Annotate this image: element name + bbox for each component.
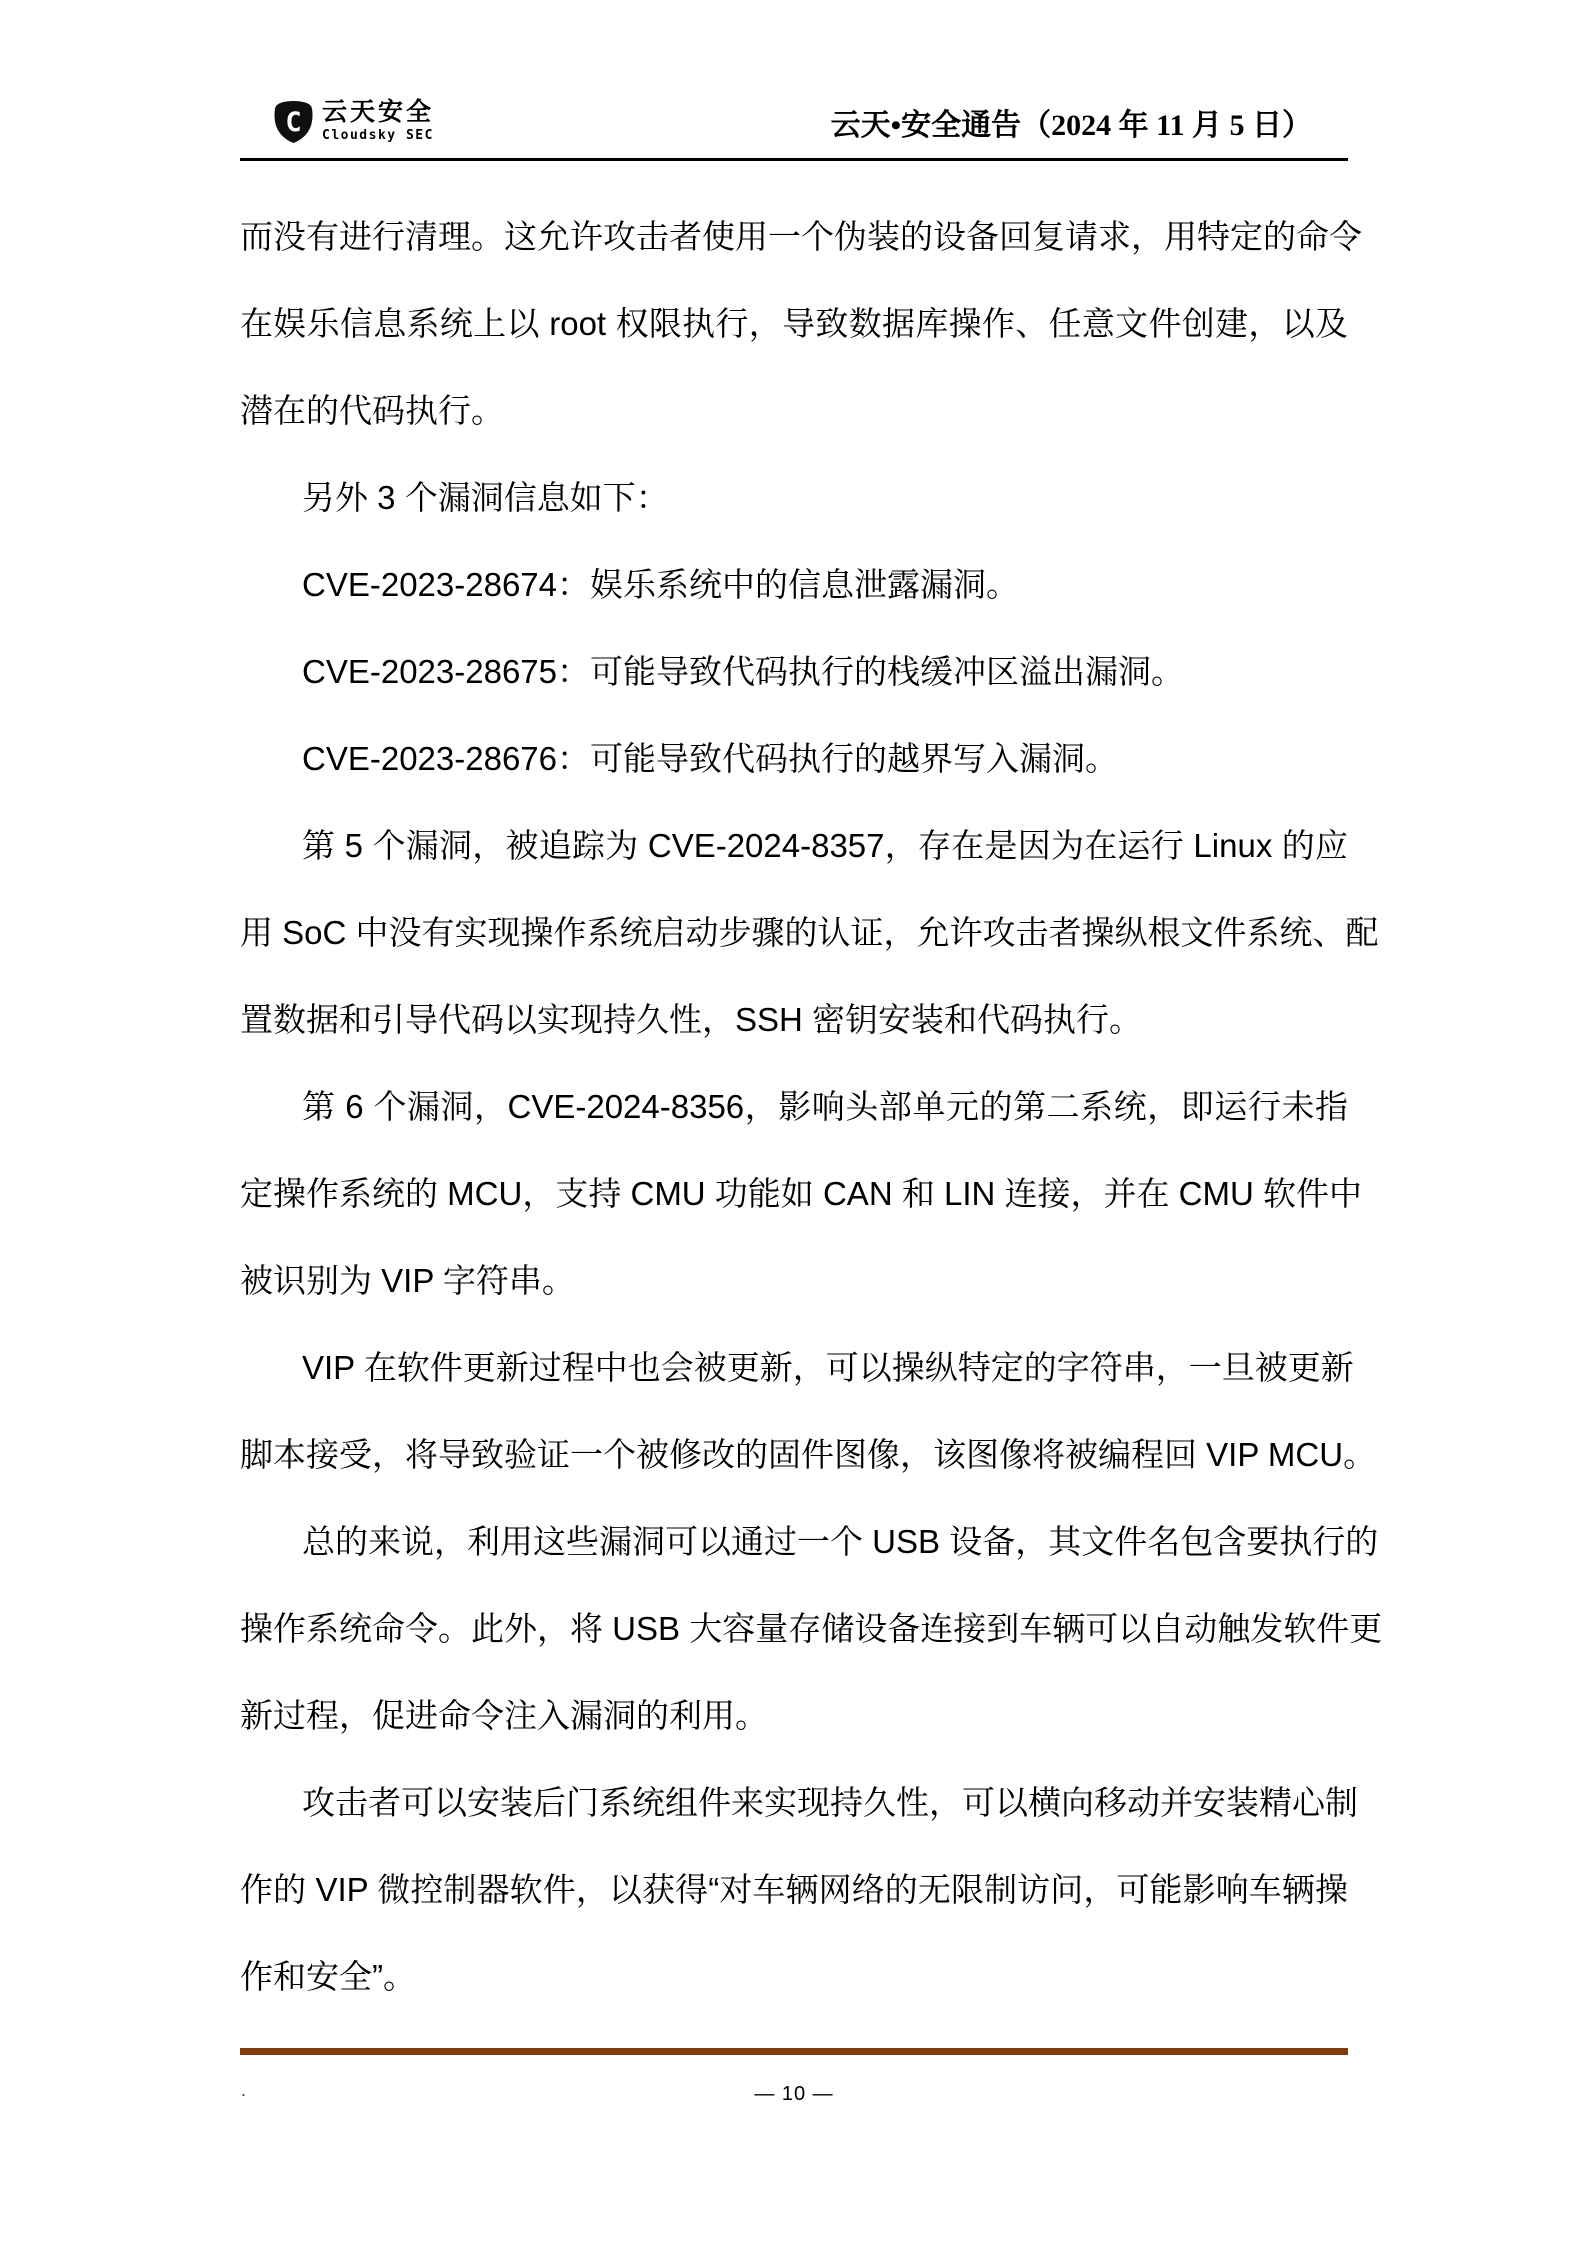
text-line: 新过程，促进命令注入漏洞的利用。 xyxy=(240,1697,768,1734)
text-line: 另外 3 个漏洞信息如下： xyxy=(302,479,669,516)
text-line: 潜在的代码执行。 xyxy=(240,392,504,429)
brand-text xyxy=(322,100,434,142)
bulletin-title: 云天•安全通告（2024 年 11 月 5 日） xyxy=(830,109,1312,142)
header-divider xyxy=(240,158,1348,161)
page-footer xyxy=(240,2048,1348,2109)
text-line: 被识别为 VIP 字符串。 xyxy=(240,1262,575,1299)
text-line: 定操作系统的 MCU，支持 CMU 功能如 CAN 和 LIN 连接，并在 CMU 软件中 xyxy=(240,1175,1362,1212)
text-line: 而没有进行清理。这允许攻击者使用一个伪装的设备回复请求，用特定的命令 xyxy=(240,218,1362,255)
document-body xyxy=(240,193,1383,2020)
footer-divider xyxy=(240,2048,1348,2055)
brand-logo xyxy=(273,100,434,144)
footer-left-mark: . xyxy=(241,2080,247,2100)
text-line: 在娱乐信息系统上以 root 权限执行，导致数据库操作、任意文件创建，以及 xyxy=(240,305,1348,342)
svg-text:C: C xyxy=(285,107,302,138)
footer-row xyxy=(240,2079,1348,2109)
text-line: 操作系统命令。此外，将 USB 大容量存储设备连接到车辆可以自动触发软件更 xyxy=(240,1610,1383,1647)
text-line: CVE-2023-28674：娱乐系统中的信息泄露漏洞。 xyxy=(302,566,1020,603)
text-line: VIP 在软件更新过程中也会被更新，可以操纵特定的字符串，一旦被更新 xyxy=(302,1349,1354,1386)
text-line: 总的来说，利用这些漏洞可以通过一个 USB 设备，其文件名包含要执行的 xyxy=(302,1523,1379,1560)
page-header xyxy=(240,100,1348,144)
text-line: 用 SoC 中没有实现操作系统启动步骤的认证，允许攻击者操纵根文件系统、配 xyxy=(240,914,1379,951)
text-line: 作的 VIP 微控制器软件，以获得“对车辆网络的无限制访问，可能影响车辆操 xyxy=(240,1871,1348,1908)
text-line: 第 5 个漏洞，被追踪为 CVE-2024-8357，存在是因为在运行 Linux 的应 xyxy=(302,827,1348,864)
text-line: CVE-2023-28676：可能导致代码执行的越界写入漏洞。 xyxy=(302,740,1119,777)
shield-c-logo-icon xyxy=(273,100,314,144)
text-line: 攻击者可以安装后门系统组件来实现持久性，可以横向移动并安装精心制 xyxy=(302,1784,1358,1821)
brand-name-cn: 云天安全 xyxy=(322,98,435,126)
text-line: 第 6 个漏洞，CVE-2024-8356，影响头部单元的第二系统，即运行未指 xyxy=(302,1088,1348,1125)
text-line: 作和安全”。 xyxy=(240,1958,416,1995)
text-line: 置数据和引导代码以实现持久性，SSH 密钥安装和代码执行。 xyxy=(240,1001,1143,1038)
text-line: CVE-2023-28675：可能导致代码执行的栈缓冲区溢出漏洞。 xyxy=(302,653,1185,690)
brand-name-en: Cloudsky SEC xyxy=(322,128,434,143)
page-number: — 10 — xyxy=(754,2083,834,2105)
text-line: 脚本接受，将导致验证一个被修改的固件图像，该图像将被编程回 VIP MCU。 xyxy=(240,1436,1377,1473)
